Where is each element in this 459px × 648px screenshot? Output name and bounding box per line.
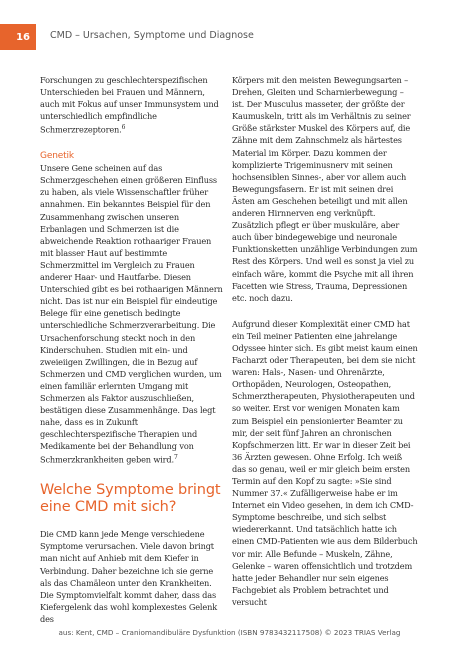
intro-footnote: 6 — [121, 124, 126, 132]
source-footer: aus: Kent, CMD – Craniomandibuläre Dysfunktion (ISBN 9783432117508) © 2023 TRIAS Verlag — [58, 628, 401, 637]
genetik-paragraph — [40, 162, 224, 466]
right-column — [232, 74, 418, 608]
subheading-genetik: Genetik — [40, 151, 74, 162]
intro-text: Forschungen zu geschlechterspezifischen Unterschieden bei Frauen und Männern, auch mit Fokus auf unser Immunsystem und unterschiedlich empfindliche Schmerzrezeptoren. — [40, 75, 219, 136]
symptoms-paragraph: Die CMD kann jede Menge verschiedene Symptome verursachen. Viele davon bringt man nicht auf Anhieb mit dem Kiefer in Verbindung. Daher bezeichne ich sie gerne als das Chamäleon unter den Krankheiten. Die Symptomvielfalt kommt daher, dass das Kiefergelenk das wohl komplexestes Gelenk des — [40, 529, 218, 624]
right-paragraph-1: Körpers mit den meisten Bewegungsarten – Drehen, Gleiten und Scharnierbewegung – ist. Der Musculus masseter, der größte der Kaumuskeln, tritt als im Verhältnis zu seiner Größe stärkster Muskel des Körpers auf, die Zähne mit dem Zahnschmelz als härtestes Material im Körper. Dazu kommen der komplizierte Trigeminusnerv mit seinen hochsensiblen Sinnes-, aber vor allem auch Bewegungsfasern. Er ist mit seinen drei Ästen am Geschehen beteiligt und mit allen anderen Hirnnerven eng verknüpft. Zusätzlich pflegt er über muskuläre, aber auch über bindegewebige und neuronale Funktionsketten unzählige Verbindungen zum Rest des Körpers. Und weil es sonst ja viel zu einfach wäre, kommt die Psyche mit all ihren Facetten wie Stress, Trauma, Depressionen etc. noch dazu. — [232, 75, 418, 303]
page-number: 16 — [16, 31, 30, 43]
genetik-text: Unsere Gene scheinen auf das Schmerzgeschehen einen größeren Einfluss zu haben, als viele Wissenschaftler früher annahmen. Ein bekanntes Beispiel für den Zusammenhang zwischen unseren Erbanlagen und Schmerzen ist die abweichende Reaktion rothaariger Frauen mit blasser Haut auf bestimmte Schmerzmittel im Vergleich zu Frauen anderer Haar- und Hautfarbe. Diesen Unterschied gibt es bei rothaarigen Männern nicht. Das ist nur ein Beispiel für eindeutige Belege für eine genetisch bedingte unterschiedliche Schmerzverarbeitung. Die Ursachenforschung steckt noch in den Kinderschuhen. Studien mit ein- und zweieiigen Zwillingen, die in Bezug auf Schmerzen und CMD verglichen wurden, um einen familiär erlernten Umgang mit Schmerzen als Faktor auszuschließen, bestätigen diese Zusammenhänge. Das legt nahe, dass es in Zukunft geschlechterspezifische Therapien und Medikamente bei der Behandlung von Schmerzkrankheiten geben wird. — [40, 163, 223, 466]
intro-paragraph — [40, 74, 224, 136]
section-heading: Welche Symptome bringt eine CMD mit sich? — [40, 482, 221, 516]
running-head: CMD – Ursachen, Symptome und Diagnose — [50, 30, 254, 41]
left-column — [40, 74, 224, 625]
genetik-footnote: 7 — [173, 454, 178, 462]
page-number-box — [0, 24, 36, 50]
right-paragraph-2: Aufgrund dieser Komplexität einer CMD hat ein Teil meiner Patienten eine jahrelange Odyssee hinter sich. Es gibt meist kaum einen Facharzt oder Therapeuten, bei dem sie nicht waren: Hals-, Nasen- und Ohrenärzte, Orthopäden, Neurologen, Osteopathen, Schmerztherapeuten, Physiotherapeuten und so weiter. Erst vor wenigen Monaten kam zum Beispiel ein pensionierter Beamter zu mir, der seit fünf Jahren an chronischen Kopfschmerzen litt. Er war in dieser Zeit bei 36 Ärzten gewesen. Ohne Erfolg. Ich weiß das so genau, weil er mir gleich beim ersten Termin auf den Kopf zu sagte: »Sie sind Nummer 37.« Zufälligerweise habe er im Internet ein Video gesehen, in dem ich CMD-Symptome beschreibe, und sich selbst wiedererkannt. Und tatsächlich hatte ich einen CMD-Patienten wie aus dem Bilderbuch vor mir. Alle Befunde – Muskeln, Zähne, Gelenke – waren offensichtlich und trotzdem hatte jeder Behandler nur sein eigenes Fachgebiet als Problem betrachtet und versucht — [232, 318, 418, 607]
